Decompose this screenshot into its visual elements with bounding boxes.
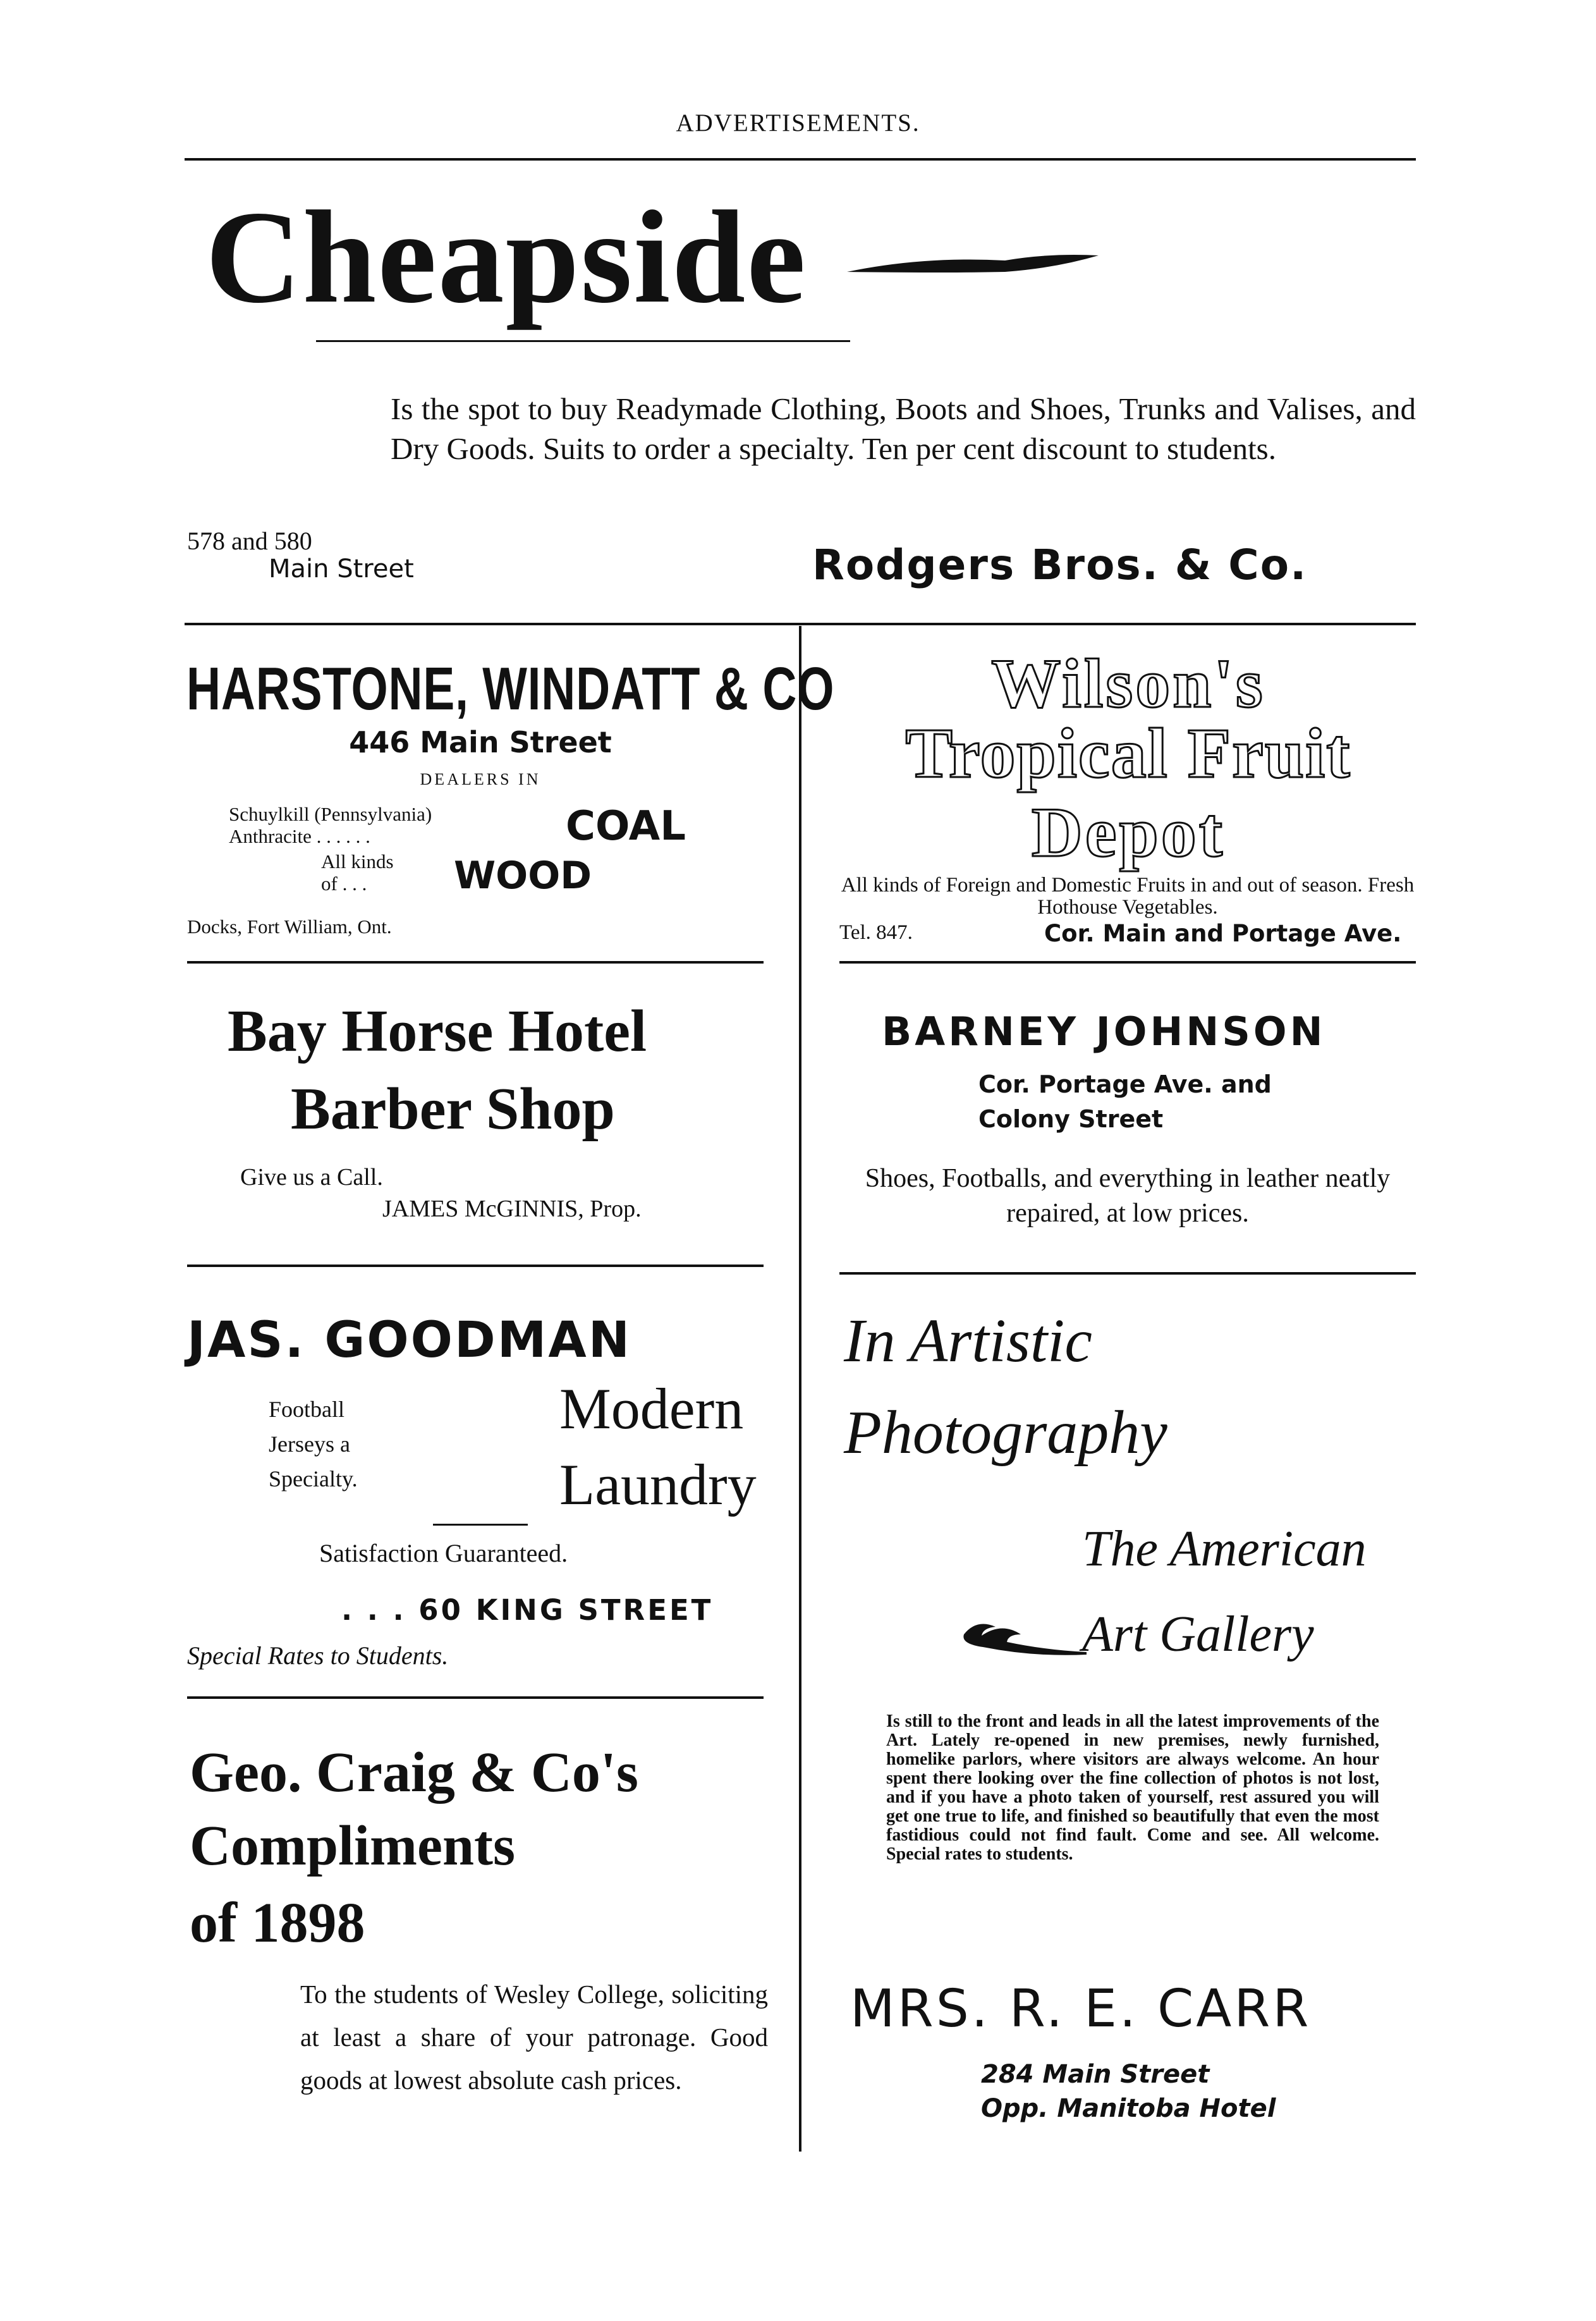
goodman-modern: Modern xyxy=(559,1376,744,1441)
wilsons-tel: Tel. 847. xyxy=(839,921,913,944)
harstone-title: HARSTONE, WINDATT & CO xyxy=(186,655,835,723)
cheapside-underline xyxy=(316,340,850,342)
harstone-dealers: DEALERS IN xyxy=(420,770,541,788)
craig-line3: of 1898 xyxy=(190,1892,365,1954)
artistic-body: Is still to the front and leads in all the latest improvements of the Art. Lately re-opened in new premises, newly furnished, homelike parlors, where visitors are always welcome. An hour spent there looking over the fine collection of photos is not lost, and if you have a photo taken of yourself, rest assured you will get one true to life, and finished so beautifully that even the most fastidious could not find fault. Come and see. All welcome. Special rates to students. xyxy=(886,1712,1379,1864)
harstone-bottom-rule xyxy=(187,961,764,964)
bayhorse-call: Give us a Call. xyxy=(240,1164,383,1191)
header-rule xyxy=(185,158,1416,161)
cheapside-bottom-rule xyxy=(185,623,1416,625)
bayhorse-bottom-rule xyxy=(187,1265,764,1267)
goodman-rates: Special Rates to Students. xyxy=(187,1641,449,1670)
artistic-name: MRS. R. E. CARR xyxy=(850,1979,1312,2039)
artistic-line2: Photography xyxy=(844,1399,1167,1467)
artistic-line4: Art Gallery xyxy=(1082,1607,1314,1662)
goodman-address: . . . 60 KING STREET xyxy=(341,1593,714,1627)
goodman-football1: Football xyxy=(269,1397,345,1422)
page-header: ADVERTISEMENTS. xyxy=(676,109,920,137)
barney-addr1: Cor. Portage Ave. and xyxy=(978,1070,1272,1098)
craig-line1: Geo. Craig & Co's xyxy=(190,1741,638,1804)
bayhorse-line1: Bay Horse Hotel xyxy=(228,998,647,1064)
artistic-line1: In Artistic xyxy=(844,1307,1092,1375)
barney-addr2: Colony Street xyxy=(978,1105,1164,1133)
harstone-coal-line1: Schuylkill (Pennsylvania) xyxy=(229,803,432,825)
harstone-wood-line1: All kinds xyxy=(321,850,394,873)
goodman-laundry: Laundry xyxy=(559,1452,757,1517)
decorative-scroll-icon xyxy=(958,1615,1087,1660)
barney-bottom-rule xyxy=(839,1272,1416,1275)
wilsons-body: All kinds of Foreign and Domestic Fruits in and out of season. Fresh Hothouse Vegetables. xyxy=(841,874,1415,919)
decorative-swash-icon xyxy=(847,247,1100,285)
cheapside-title: Cheapside xyxy=(205,184,807,331)
cheapside-address-2: Main Street xyxy=(269,554,414,584)
artistic-line3: The American xyxy=(1082,1521,1367,1577)
harstone-address: 446 Main Street xyxy=(349,725,612,759)
goodman-short-rule xyxy=(433,1524,528,1526)
column-divider xyxy=(799,626,801,2152)
harstone-coal-line2: Anthracite . . . . . . xyxy=(229,825,370,847)
goodman-bottom-rule xyxy=(187,1696,764,1699)
barney-title: BARNEY JOHNSON xyxy=(882,1008,1326,1055)
wilsons-address: Cor. Main and Portage Ave. xyxy=(1044,920,1402,947)
harstone-wood-line2: of . . . xyxy=(321,873,367,895)
harstone-coal: COAL xyxy=(566,803,686,850)
goodman-title: JAS. GOODMAN xyxy=(187,1312,631,1369)
cheapside-company: Rodgers Bros. & Co. xyxy=(812,541,1308,589)
goodman-football3: Specialty. xyxy=(269,1466,358,1491)
wilsons-line2: Tropical Fruit xyxy=(905,714,1351,793)
barney-body: Shoes, Footballs, and everything in leather neatly repaired, at low prices. xyxy=(865,1164,1391,1228)
harstone-wood: WOOD xyxy=(454,854,592,898)
goodman-football2: Jerseys a xyxy=(269,1431,350,1457)
goodman-satisfaction: Satisfaction Guaranteed. xyxy=(319,1539,568,1567)
wilsons-bottom-rule xyxy=(839,961,1416,964)
craig-line2: Compliments xyxy=(190,1815,515,1877)
cheapside-body: Is the spot to buy Readymade Clothing, Boots and Shoes, Trunks and Valises, and Dry Goods. Suits to order a specialty. Ten per cent discount to students. xyxy=(391,391,1416,466)
craig-body: To the students of Wesley College, soliciting at least a share of your patronage. Good goods at lowest absolute cash prices. xyxy=(300,1980,768,2095)
artistic-addr1: 284 Main Street xyxy=(981,2060,1210,2089)
wilsons-line3: Depot xyxy=(1031,793,1226,872)
artistic-addr2: Opp. Manitoba Hotel xyxy=(981,2094,1276,2123)
bayhorse-prop: JAMES McGINNIS, Prop. xyxy=(382,1196,642,1222)
bayhorse-line2: Barber Shop xyxy=(291,1076,615,1142)
cheapside-address-1: 578 and 580 xyxy=(187,527,312,555)
harstone-docks: Docks, Fort William, Ont. xyxy=(187,916,392,938)
wilsons-line1: Wilson's xyxy=(991,645,1265,722)
